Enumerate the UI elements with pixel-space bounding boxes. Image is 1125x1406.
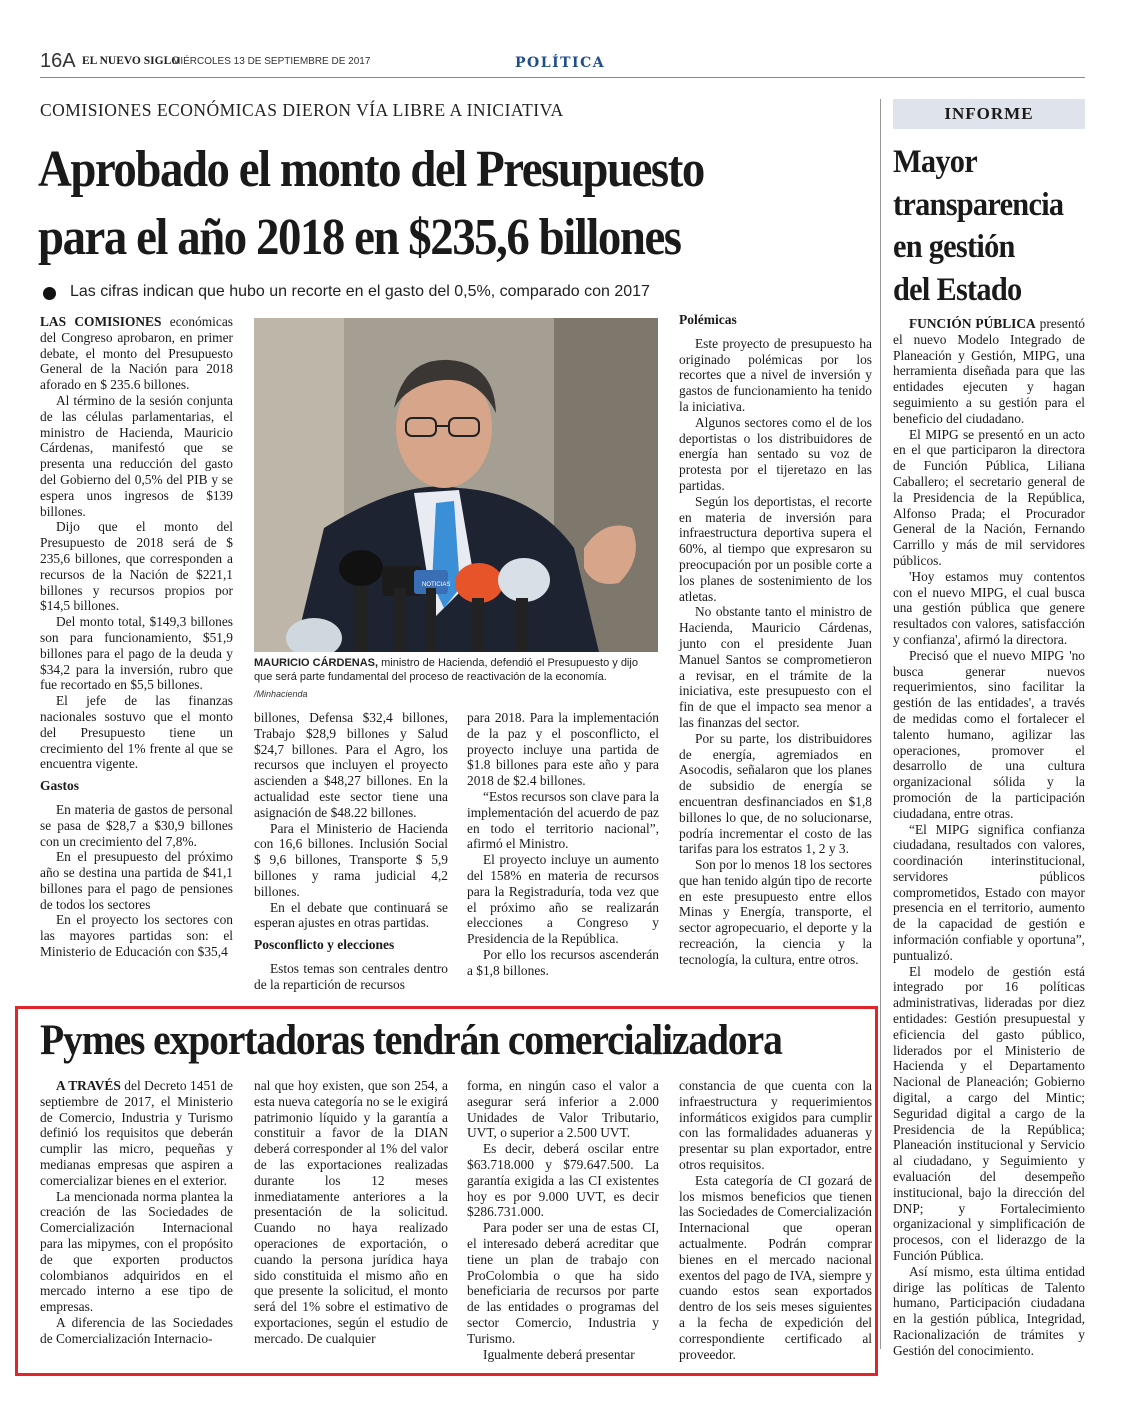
paper-name: EL NUEVO SIGLO bbox=[82, 55, 181, 67]
paragraph: presentó el nuevo Modelo Integrado de Planeación y Gestión, MIPG, una herramienta diseñada para que las entidades ejecuten y hagan seguimiento a su gestión para el beneficio del ciudadano. bbox=[893, 316, 1085, 426]
subheading-gastos: Gastos bbox=[40, 778, 80, 794]
paragraph: Este proyecto de presupuesto ha originado polémicas por los recortes que a nivel de inversión y gastos de funcionamiento ha tenido la iniciativa. bbox=[679, 335, 872, 414]
lead-words: A TRAVÉS bbox=[56, 1078, 121, 1093]
pymes-column-2 bbox=[254, 1078, 448, 1347]
photo-credit: /Minhacienda bbox=[254, 689, 308, 699]
paragraph: Esta categoría de CI gozará de los mismos beneficios que tienen las Sociedades de Comercialización Internacional que operan actualmente. Podrán comprar bienes en el mercado nacional exentos del pago de IVA, siempre y cuando estos sean exportados dentro de los seis meses siguientes a la fecha de expedición del correspondiente certificado al proveedor. bbox=[679, 1172, 872, 1362]
paragraph: “El MIPG significa confianza ciudadana, resultados con valores, coordinación interinstitucional, servidores públicos comprometidos, Estado con mayor presencia en el territorio, aumento de la capacidad de gestión e información confiable y oportuna”, puntualizó. bbox=[893, 821, 1085, 963]
sidebar-title-line: Mayor bbox=[893, 144, 977, 180]
pymes-column-1 bbox=[40, 1078, 233, 1347]
paragraph: El jefe de las finanzas nacionales sostuvo que el monto del Presupuesto tiene un crecimiento del 1% frente al que se encuentra vigente. bbox=[40, 693, 233, 772]
article-column-1 bbox=[40, 314, 233, 960]
sidebar-title-line: del Estado bbox=[893, 271, 1022, 308]
summary-bullet-icon bbox=[43, 287, 56, 300]
title-line-2: para el año 2018 en $235,6 billones bbox=[38, 209, 681, 266]
paragraph: Por ello los recursos ascenderán a $1,8 billones. bbox=[467, 946, 659, 978]
photo-caption bbox=[254, 656, 658, 684]
pymes-column-4 bbox=[679, 1078, 872, 1362]
article-column-3 bbox=[467, 710, 659, 979]
paragraph: En el presupuesto del próximo año se destina una partida de $41,1 billones para el pago de pensiones de todos los sectores bbox=[40, 849, 233, 912]
paragraph: En el debate que continuará se esperan ajustes en otras partidas. bbox=[254, 899, 448, 931]
mic-label: NOTICIAS bbox=[422, 582, 451, 588]
lead-words: FUNCIÓN PÚBLICA bbox=[909, 316, 1036, 331]
pymes-column-3 bbox=[467, 1078, 659, 1362]
caption-text: ministro de Hacienda, defendió el Presupuesto y dijo que será parte fundamental del proceso de reactivación de la economía. bbox=[254, 657, 638, 683]
paragraph: nal que hoy existen, que son 254, a esta nueva categoría no se le exigirá patrimonio líquido y la garantía a constituir a favor de la DIAN deberá corresponder al 1% del valor de las exportaciones realizadas durante los 12 meses inmediatamente anteriores a la presentación de la solicitud. Cuando no haya realizado operaciones de exportación, o cuando la persona jurídica haya sido constituida el mismo año en que presente la solicitud, el monto será del 1% sobre el estimativo de exportaciones, según el estudio de mercado. De cualquier bbox=[254, 1078, 448, 1346]
paragraph: El modelo de gestión está integrado por 16 políticas administrativas, lideradas por diez entidades: Gestión presupuestal y eficiencia del gasto público, liderados por el Ministerio de Hacienda y el Departamento Nacional de Planeación; Gobierno digital, a cargo del Mintic; Seguridad digital a cargo de la Presidencia de la República; Planeación institucional y Servicio al ciudadano, y Seguimiento y evaluación del desempeño institucional, bajo la dirección del DNP; y Fortalecimiento organizacional y simplificación de procesos, con el liderazgo de la Función Pública. bbox=[893, 963, 1085, 1264]
article-kicker: COMISIONES ECONÓMICAS DIERON VÍA LIBRE A INICIATIVA bbox=[40, 100, 564, 120]
paragraph: A diferencia de las Sociedades de Comercialización Internacio- bbox=[40, 1314, 233, 1346]
paragraph: Del monto total, $149,3 billones son para funcionamiento, $51,9 billones para el pago de la deuda y $34,2 para la inversión, rubro que fue recortado en $5,5 billones. bbox=[40, 614, 233, 693]
paragraph: constancia de que cuenta con la infraestructura y requerimientos informáticos exigidos para cumplir con las formalidades aduaneras y presentar su plan exportador, entre otros requisitos. bbox=[679, 1078, 872, 1172]
paragraph: del Decreto 1451 de septiembre de 2017, el Ministerio de Comercio, Industria y Turismo definió los requisitos que deberán cumplir las micro, pequeñas y medianas empresas que aspiren a comercializar bienes en el exterior. bbox=[40, 1078, 233, 1188]
caption-name: MAURICIO CÁRDENAS, bbox=[254, 657, 379, 669]
sidebar-title-line: transparencia bbox=[893, 186, 1064, 223]
article-photo bbox=[254, 318, 658, 652]
paragraph: Precisó que el nuevo MIPG 'no busca generar nuevos requerimientos, sino facilitar la gestión de las entidades', a través de medidas como el fortalecer el talento humano, agilizar las operaciones, promover el desarrollo de una cultura organizacional sólida y la promoción de la participación ciudadana, entre otras. bbox=[893, 647, 1085, 821]
paragraph: “Estos recursos son clave para la implementación del acuerdo de paz en todo el territorio nacional”, afirmó el Ministro. bbox=[467, 788, 659, 852]
lead-words: LAS COMISIONES bbox=[40, 314, 162, 329]
article-column-4 bbox=[679, 312, 872, 968]
sidebar-title bbox=[893, 141, 1063, 311]
paragraph: para 2018. Para la implementación de la paz y el posconflicto, el proyecto incluye una partida de $1.8 billones para este año y para 2018 de $2.4 billones. bbox=[467, 710, 659, 789]
article-column-2 bbox=[254, 710, 448, 993]
subheading-posconflicto: Posconflicto y elecciones bbox=[254, 937, 395, 953]
sidebar-body bbox=[893, 316, 1085, 1359]
paragraph: Por su parte, los distribuidores de energía, agremiados en Asocodis, señalaron que los planes de subsidio de energía se encuentran desfinanciados en $1,8 billones lo que, de no solucionarse, podría incrementar el costo de las tarifas para los estratos 1, 2 y 3. bbox=[679, 730, 872, 857]
article-summary: Las cifras indican que hubo un recorte en el gasto del 0,5%, comparado con 2017 bbox=[70, 283, 650, 300]
article-title bbox=[38, 136, 794, 272]
paragraph: Estos temas son centrales dentro de la repartición de recursos bbox=[254, 960, 448, 992]
paragraph: En el proyecto los sectores con las mayores partidas son: el Ministerio de Educación con $35,4 bbox=[40, 912, 233, 960]
paragraph: Dijo que el monto del Presupuesto de 2018 será de $ 235,6 billones, que corresponden a recursos de la Nación de $221,1 billones y recursos propios por $14,5 billones. bbox=[40, 519, 233, 614]
paragraph: No obstante tanto el ministro de Hacienda, Mauricio Cárdenas, junto con el presidente Juan Manuel Santos se comprometieron a revisar, en el trámite de la iniciativa, este presupuesto con el fin de que el impacto sea menor a las finanzas del sector. bbox=[679, 604, 872, 730]
paragraph: Así mismo, esta última entidad dirige las políticas de Talento humano, Participación ciudadana en la gestión pública, Integridad, Racionalización de trámites y Gestión del conocimiento. bbox=[893, 1263, 1085, 1358]
page-number: 16A bbox=[40, 50, 76, 72]
subheading-polemicas: Polémicas bbox=[679, 312, 737, 327]
paragraph: La mencionada norma plantea la creación de las Sociedades de Comercialización Internacional para las mipymes, con el propósito de que exporten productos colombianos adquiridos en el mercado interno a ese tipo de empresas. bbox=[40, 1188, 233, 1315]
sidebar-label: INFORME bbox=[893, 99, 1085, 129]
paragraph: Igualmente deberá presentar bbox=[483, 1346, 635, 1362]
paragraph: El MIPG se presentó en un acto en el que participaron la directora de Función Pública, Liliana Caballero; el secretario general de la Presidencia de la República, Alfonso Prada; el Procurador General de la Nación, Fernando Carrillo y más de mil servidores públicos. bbox=[893, 426, 1085, 568]
paragraph: Para poder ser una de estas CI, el interesado deberá acreditar que tiene un plan de trabajo con ProColombia o que ha sido beneficiaria de recursos por parte de las entidades o programas del sector Comercio, Industria y Turismo. bbox=[467, 1220, 659, 1346]
paragraph: Es decir, deberá oscilar entre $63.718.000 y $79.647.500. La garantía exigida a las CI existentes hoy es por 9.000 UVT, es decir $286.731.000. bbox=[467, 1141, 659, 1220]
title-line-1: Aprobado el monto del Presupuesto bbox=[38, 141, 704, 198]
section-name: POLÍTICA bbox=[515, 55, 606, 71]
sidebar-title-line: en gestión bbox=[893, 229, 1015, 265]
paragraph: Al término de la sesión conjunta de las células parlamentarias, el ministro de Hacienda, Mauricio Cárdenas, manifestó que se presenta una reducción del gasto del Gobierno del 0,5% del PIB y se espera unos ingresos de $139 billones. bbox=[40, 392, 233, 519]
photo-illustration bbox=[254, 318, 658, 652]
pymes-title: Pymes exportadoras tendrán comercializadora bbox=[40, 1017, 782, 1064]
paragraph: El proyecto incluye un aumento del 158% en materia de recursos para la Registraduría, toda vez que el próximo año se realizarán elecciones a Congreso y Presidencia de la República. bbox=[467, 852, 659, 947]
paragraph: Según los deportistas, el recorte en materia de inversión para infraestructura deportiva supera el 60%, al tiempo que expresaron su preocupación por un posible corte a los planes de sostenimiento de los atletas. bbox=[679, 493, 872, 604]
sidebar-divider bbox=[880, 99, 881, 1349]
header-rule bbox=[40, 77, 1085, 78]
paragraph: forma, en ningún caso el valor a asegurar será inferior a 2.000 Unidades de Valor Tributario, UVT, o superior a 2.500 UVT. bbox=[467, 1078, 659, 1141]
paragraph: Para el Ministerio de Hacienda con 16,6 billones. Inclusión Social $ 9,6 billones, Transporte $ 5,9 billones y rama judicial 4,2 billones. bbox=[254, 820, 448, 899]
paragraph: En materia de gastos de personal se pasa de $28,7 a $30,9 billones con un crecimiento del 7,8%. bbox=[40, 801, 233, 849]
paragraph: 'Hoy estamos muy contentos con el nuevo MIPG, el cual busca una gestión pública que genere resultados con valores, satisfacción y confianza', afirmó la directora. bbox=[893, 568, 1085, 647]
paragraph: billones, Defensa $32,4 billones, Trabajo $28,9 billones y Salud $24,7 billones. Para el Agro, los recursos que incluyen el proyecto ascienden a $48,27 billones. En la actualidad este sector tiene una asignación de $48.22 billones. bbox=[254, 710, 448, 820]
issue-date: MIÉRCOLES 13 DE SEPTIEMBRE DE 2017 bbox=[172, 56, 371, 67]
paragraph: Algunos sectores como el de los deportistas o los distribuidores de energía han sentado su voz de protesta por el tijeretazo en las partidas. bbox=[679, 414, 872, 493]
paragraph: Son por lo menos 18 los sectores que han tenido algún tipo de recorte en este presupuesto entre ellos Minas y Energía, transporte, el sector agropecuario, el deporte y la recreación, la ciencia y la tecnología, la cultura, entre otros. bbox=[679, 857, 872, 967]
paragraph: económicas del Congreso aprobaron, en primer debate, el monto del Presupuesto General de la Nación para 2018 aforado en $ 235.6 billones. bbox=[40, 314, 233, 393]
